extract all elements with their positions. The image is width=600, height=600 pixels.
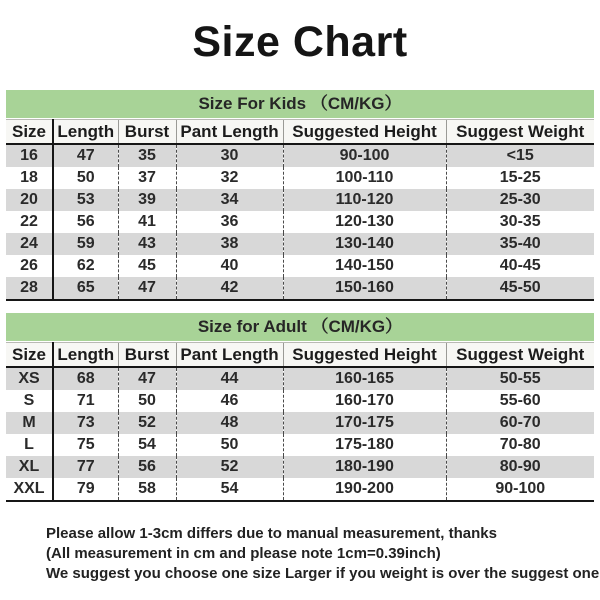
table-row [6, 167, 594, 189]
table-cell: 50 [176, 434, 283, 456]
table-cell: 160-170 [283, 390, 446, 412]
adult-header-row [6, 343, 594, 368]
table-cell: 59 [53, 233, 118, 255]
table-cell: 90-100 [283, 144, 446, 167]
table-cell: 43 [118, 233, 176, 255]
table-cell: <15 [446, 144, 594, 167]
kids-header-row [6, 120, 594, 145]
table-cell: 62 [53, 255, 118, 277]
table-cell: S [23, 392, 35, 409]
note-line: We suggest you choose one size Larger if you weight is over the suggest one [46, 565, 600, 582]
column-header: Length [53, 343, 118, 368]
table-cell: 26 [20, 257, 38, 274]
column-header: Size [6, 343, 53, 368]
column-header: Pant Length [176, 120, 283, 145]
table-cell: 36 [176, 211, 283, 233]
table-cell: 60-70 [446, 412, 594, 434]
table-cell: 48 [176, 412, 283, 434]
table-cell: 35 [118, 144, 176, 167]
table-cell: 32 [176, 167, 283, 189]
table-cell: 70-80 [446, 434, 594, 456]
table-cell: 35-40 [446, 233, 594, 255]
table-cell: M [22, 414, 36, 431]
size-chart-page [6, 14, 600, 584]
table-cell: XXL [13, 480, 45, 497]
table-cell: 28 [20, 279, 38, 296]
kids-size-section [6, 90, 594, 301]
table-row [6, 367, 594, 390]
kids-banner: Size For Kids （CM/KG） [6, 90, 594, 118]
table-row [6, 412, 594, 434]
table-cell: 52 [176, 456, 283, 478]
table-cell: 47 [53, 144, 118, 167]
page-title: Size Chart [192, 18, 408, 66]
table-cell: 30 [176, 144, 283, 167]
table-cell: 77 [53, 456, 118, 478]
table-cell: 180-190 [283, 456, 446, 478]
table-cell: 68 [53, 367, 118, 390]
table-cell: 170-175 [283, 412, 446, 434]
column-header: Pant Length [176, 343, 283, 368]
table-cell: 65 [53, 277, 118, 300]
table-cell: 75 [53, 434, 118, 456]
table-row [6, 478, 594, 501]
table-cell: 150-160 [283, 277, 446, 300]
table-cell: 20 [20, 191, 38, 208]
table-cell: 46 [176, 390, 283, 412]
table-cell: 37 [118, 167, 176, 189]
table-cell: 110-120 [283, 189, 446, 211]
table-cell: 25-30 [446, 189, 594, 211]
table-cell: 54 [176, 478, 283, 501]
column-header: Suggest Weight [446, 120, 594, 145]
table-cell: 140-150 [283, 255, 446, 277]
table-cell: 54 [118, 434, 176, 456]
table-row [6, 434, 594, 456]
table-cell: 47 [118, 367, 176, 390]
column-header: Suggested Height [283, 120, 446, 145]
table-row [6, 144, 594, 167]
table-cell: 42 [176, 277, 283, 300]
kids-size-table [6, 119, 594, 301]
table-row [6, 233, 594, 255]
table-cell: 16 [20, 147, 38, 164]
table-cell: 15-25 [446, 167, 594, 189]
table-cell: 45 [118, 255, 176, 277]
table-row [6, 277, 594, 300]
table-cell: 56 [53, 211, 118, 233]
table-row [6, 456, 594, 478]
table-cell: 50-55 [446, 367, 594, 390]
column-header: Length [53, 120, 118, 145]
note-line: (All measurement in cm and please note 1cm=0.39inch) [46, 545, 441, 562]
column-header: Suggest Weight [446, 343, 594, 368]
table-cell: 52 [118, 412, 176, 434]
kids-table-body [6, 144, 594, 300]
table-cell: 40 [176, 255, 283, 277]
adult-banner: Size for Adult （CM/KG） [6, 313, 594, 341]
adult-size-section [6, 313, 594, 502]
column-header: Suggested Height [283, 343, 446, 368]
table-cell: 79 [53, 478, 118, 501]
table-cell: 73 [53, 412, 118, 434]
table-cell: 39 [118, 189, 176, 211]
table-cell: L [24, 436, 34, 453]
table-cell: 38 [176, 233, 283, 255]
table-cell: 45-50 [446, 277, 594, 300]
table-cell: 30-35 [446, 211, 594, 233]
table-row [6, 390, 594, 412]
table-cell: 50 [53, 167, 118, 189]
table-cell: 34 [176, 189, 283, 211]
table-cell: 175-180 [283, 434, 446, 456]
column-header: Size [6, 120, 53, 145]
table-cell: 44 [176, 367, 283, 390]
note-line: Please allow 1-3cm differs due to manual measurement, thanks [46, 525, 497, 542]
table-cell: 71 [53, 390, 118, 412]
measurement-notes [46, 524, 600, 584]
table-cell: 58 [118, 478, 176, 501]
table-cell: 53 [53, 189, 118, 211]
table-cell: 130-140 [283, 233, 446, 255]
adult-table-body [6, 367, 594, 501]
table-row [6, 255, 594, 277]
table-cell: 22 [20, 213, 38, 230]
table-cell: XL [18, 458, 40, 475]
table-cell: 120-130 [283, 211, 446, 233]
table-cell: 160-165 [283, 367, 446, 390]
table-cell: 47 [118, 277, 176, 300]
table-cell: 55-60 [446, 390, 594, 412]
table-cell: 56 [118, 456, 176, 478]
table-cell: 90-100 [446, 478, 594, 501]
table-cell: 40-45 [446, 255, 594, 277]
table-cell: 100-110 [283, 167, 446, 189]
table-cell: 24 [20, 235, 38, 252]
table-cell: XS [18, 370, 40, 387]
table-cell: 80-90 [446, 456, 594, 478]
table-cell: 41 [118, 211, 176, 233]
column-header: Burst [118, 120, 176, 145]
table-row [6, 211, 594, 233]
adult-size-table [6, 342, 594, 502]
table-row [6, 189, 594, 211]
table-cell: 18 [20, 169, 38, 186]
column-header: Burst [118, 343, 176, 368]
table-cell: 50 [118, 390, 176, 412]
table-cell: 190-200 [283, 478, 446, 501]
